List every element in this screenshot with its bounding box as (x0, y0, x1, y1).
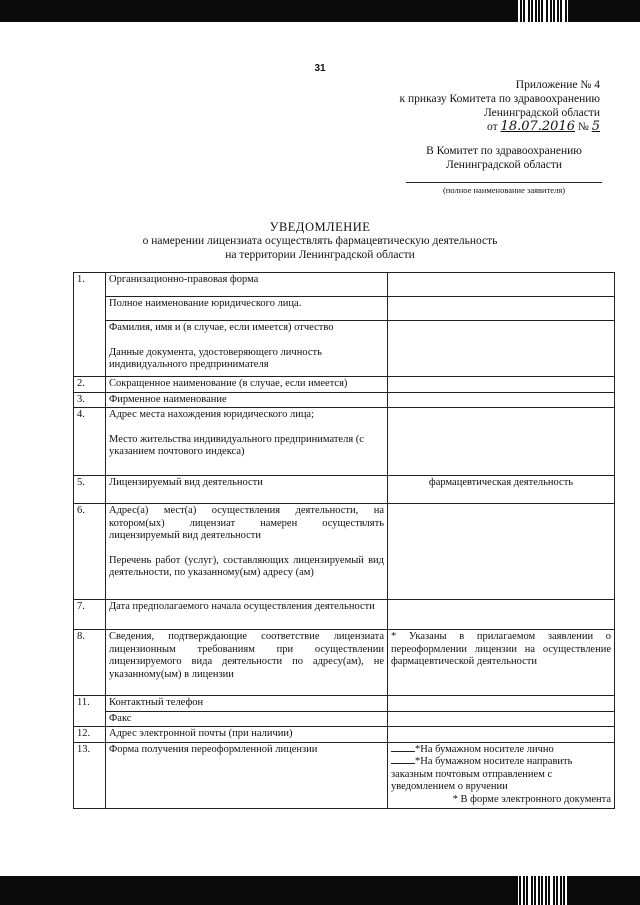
row-label: Дата предполагаемого начала осуществления деятельности (106, 600, 388, 630)
row-value (388, 504, 615, 600)
row-label: Фирменное наименование (106, 392, 388, 408)
row-number: 7. (74, 600, 106, 630)
appendix-line3: Ленинградской области (483, 107, 600, 119)
row-value: фармацевтическая деятельность (388, 476, 615, 504)
barcode-bottom (518, 876, 569, 905)
page-number: 31 (314, 63, 326, 74)
row-label: Адрес места нахождения юридического лица; (109, 409, 315, 420)
row-label: Полное наименование юридического лица. (106, 297, 388, 321)
row-label: Факс (106, 711, 388, 727)
row-value (388, 696, 615, 712)
date-prefix: от (487, 121, 498, 133)
row-label: Место жительства индивидуального предпринимателя (с указанием почтового индекса) (109, 433, 364, 457)
table-row (74, 600, 615, 630)
row-label: Организационно-правовая форма (106, 273, 388, 297)
row-value (388, 711, 615, 727)
receipt-option-mail: *На бумажном носителе направить заказным почтовым отправлением с уведомлением о вручении (391, 756, 573, 792)
appendix-line1: Приложение № 4 (515, 79, 600, 91)
table-row (74, 273, 615, 297)
appendix-line2: к приказу Комитета по здравоохранению (399, 93, 600, 105)
row-number: 8. (74, 630, 106, 696)
number-prefix: № (577, 121, 589, 133)
row-label: Данные документа, удостоверяющего личность индивидуального предпринимателя (109, 346, 322, 370)
table-row (74, 408, 615, 476)
table-row (74, 742, 615, 808)
applicant-name-line (406, 182, 602, 183)
row-label-group (106, 321, 388, 377)
subtitle-line1: о намерении лицензиата осуществлять фармацевтическую деятельность (142, 235, 498, 247)
document-title: УВЕДОМЛЕНИЕ (269, 220, 371, 234)
row-value (388, 392, 615, 408)
barcode-top (518, 0, 570, 22)
row-number: 3. (74, 392, 106, 408)
row-number: 12. (74, 727, 106, 743)
row-number: 13. (74, 742, 106, 808)
scan-top-bar (0, 0, 640, 22)
row-value (388, 408, 615, 476)
row-value (388, 600, 615, 630)
row-label: Перечень работ (услуг), составляющих лицензируемый вид деятельности, по указанному(ым) адресу (ам) (109, 554, 384, 578)
table-row (74, 297, 615, 321)
row-value (388, 273, 615, 297)
document-subtitle (0, 234, 640, 262)
row-label-group (106, 408, 388, 476)
recipient-line1: В Комитет по здравоохранению (426, 145, 582, 157)
row-value (388, 377, 615, 393)
row-number: 11. (74, 696, 106, 727)
row-label-group (106, 504, 388, 600)
row-label: Адрес электронной почты (при наличии) (106, 727, 388, 743)
row-label: Лицензируемый вид деятельности (106, 476, 388, 504)
row-label: Сокращенное наименование (в случае, если имеется) (106, 377, 388, 393)
table-row (74, 504, 615, 600)
row-number: 1. (74, 273, 106, 377)
table-row (74, 476, 615, 504)
receipt-option-in-person: *На бумажном носителе лично (391, 744, 611, 757)
appendix-date-line (340, 120, 600, 134)
handwritten-number: 5 (591, 119, 600, 134)
appendix-block (340, 78, 600, 134)
table-row (74, 377, 615, 393)
receipt-option-electronic: * В форме электронного документа (452, 793, 611, 805)
option-blank (391, 751, 415, 752)
row-label: Сведения, подтверждающие соответствие лицензиата лицензионным требованиям при осуществлении лицензируемого вида деятельности по адресу(ам), не указанному(ым) в лицензии (106, 630, 388, 696)
row-value: * Указаны в прилагаемом заявлении о переоформлении лицензии на осуществление фармацевтической деятельности (388, 630, 615, 696)
applicant-caption: (полное наименование заявителя) (442, 185, 566, 195)
option-blank (391, 763, 415, 764)
handwritten-date: 18.07.2016 (500, 119, 575, 134)
table-row (74, 727, 615, 743)
row-value (388, 297, 615, 321)
row-number: 4. (74, 408, 106, 476)
row-value (388, 321, 615, 377)
table-row (74, 696, 615, 712)
subtitle-line2: на территории Ленинградской области (225, 249, 415, 261)
scan-bottom-bar (0, 876, 640, 905)
recipient-line2: Ленинградской области (445, 159, 563, 171)
row-number: 5. (74, 476, 106, 504)
table-row (74, 392, 615, 408)
row-number: 6. (74, 504, 106, 600)
row-label: Фамилия, имя и (в случае, если имеется) отчество (109, 322, 334, 333)
row-label: Форма получения переоформленной лицензии (106, 742, 388, 808)
row-number: 2. (74, 377, 106, 393)
notification-table (73, 272, 614, 809)
table-row (74, 711, 615, 727)
table-row (74, 630, 615, 696)
table-row (74, 321, 615, 377)
recipient-block (406, 144, 602, 172)
receipt-options (388, 742, 615, 808)
row-label: Адрес(а) мест(а) осуществления деятельности, на котором(ых) лицензиат намерен осуществлять лицензируемый вид деятельности (109, 505, 384, 541)
row-label: Контактный телефон (106, 696, 388, 712)
row-value (388, 727, 615, 743)
